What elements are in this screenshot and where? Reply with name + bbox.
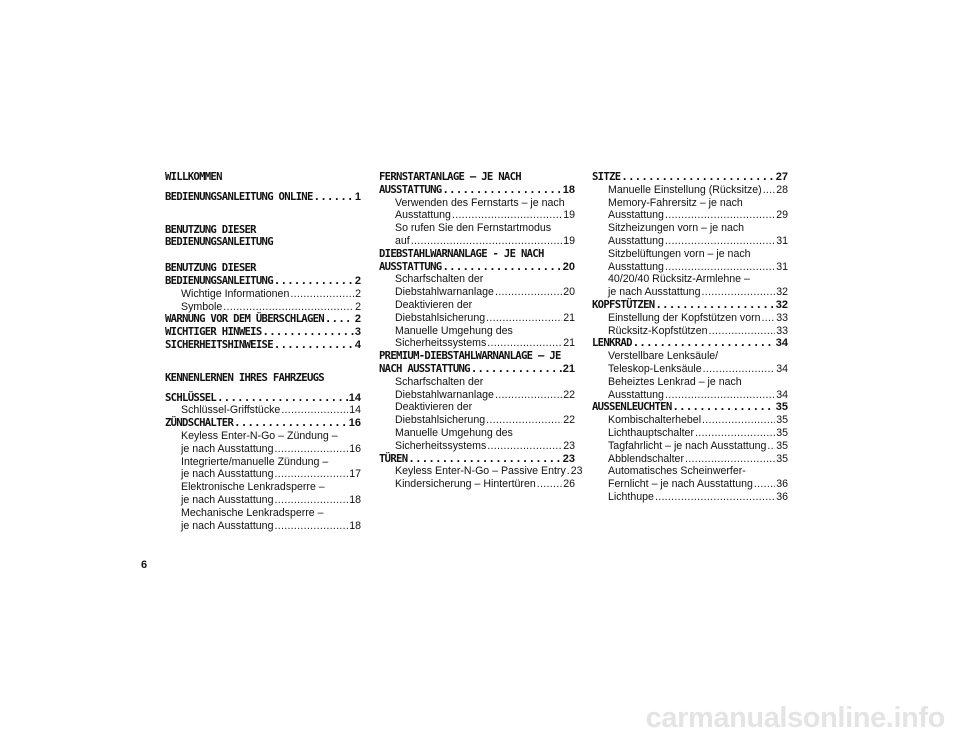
leader-dots bbox=[701, 286, 775, 299]
leader-dots bbox=[274, 443, 348, 456]
toc-entry-page: 35 bbox=[776, 452, 788, 465]
toc-entry-ruecksitz-kopfstuetzen bbox=[592, 325, 788, 338]
toc-entry-wichtige-informationen bbox=[165, 288, 361, 301]
toc-entry-page: 36 bbox=[776, 490, 788, 503]
leader-dots bbox=[487, 337, 562, 350]
toc-entry-title: WICHTIGER HINWEIS bbox=[165, 326, 262, 339]
toc-entry-abblendschalter bbox=[592, 453, 788, 466]
toc-entry-warnung bbox=[165, 313, 361, 326]
toc-entry-title: Ausstattung bbox=[608, 209, 664, 222]
toc-entry-schluessel bbox=[165, 392, 361, 405]
toc-entry-page: 36 bbox=[776, 478, 788, 491]
toc-entry-page: 33 bbox=[776, 324, 788, 337]
toc-entry-page: 32 bbox=[775, 298, 788, 311]
leader-dots bbox=[665, 235, 775, 248]
toc-entry-rufen bbox=[379, 235, 575, 248]
leader-dots bbox=[486, 414, 562, 427]
leader-dots bbox=[234, 417, 348, 430]
toc-entry-mechanische bbox=[165, 520, 361, 533]
toc-entry-title: NACH AUSSTATTUNG bbox=[379, 362, 470, 375]
toc-entry-title: Ausstattung bbox=[608, 388, 664, 401]
toc-entry-deakt-line-1: Deaktivieren der bbox=[395, 298, 473, 311]
toc-entry-kindersicherung bbox=[379, 478, 575, 491]
toc-entry-page: 35 bbox=[776, 414, 788, 427]
toc-column-2 bbox=[379, 171, 583, 491]
toc-entry-memory bbox=[592, 209, 788, 222]
toc-entry-title: Tagfahrlicht – je nach Ausstattung bbox=[608, 439, 767, 452]
toc-heading-willkommen: WILLKOMMEN bbox=[165, 171, 222, 183]
toc-entry-page: 34 bbox=[776, 362, 788, 375]
toc-entry-armlehne bbox=[592, 286, 788, 299]
leader-dots bbox=[408, 453, 561, 466]
toc-entry-title: Lichthupe bbox=[608, 490, 654, 503]
toc-entry-verstellbar-line-1: Verstellbare Lenksäule/ bbox=[608, 350, 719, 363]
toc-entry-page: 14 bbox=[349, 404, 361, 417]
toc-entry-page: 4 bbox=[354, 338, 361, 351]
leader-dots bbox=[274, 468, 348, 481]
toc-entry-sicherheitshinweise bbox=[165, 339, 361, 352]
toc-entry-title: Lichthauptschalter bbox=[608, 426, 694, 439]
toc-entry-page: 2 bbox=[354, 313, 361, 326]
toc-entry-tagfahrlicht bbox=[592, 440, 788, 453]
toc-entry-title: Symbole bbox=[181, 300, 223, 313]
toc-entry-aussenleuchten bbox=[592, 401, 788, 414]
toc-heading-benutzung-1-line-2: BEDIENUNGSANLEITUNG bbox=[165, 236, 273, 249]
toc-entry-page: 20 bbox=[563, 286, 575, 299]
toc-entry-tueren bbox=[379, 453, 575, 466]
toc-entry-title: je nach Ausstattung bbox=[181, 468, 274, 481]
toc-entry-automatisch bbox=[592, 478, 788, 491]
toc-entry-lenkrad bbox=[592, 337, 788, 350]
toc-entry-title: Teleskop-Lenksäule bbox=[608, 362, 702, 375]
toc-entry-page: 35 bbox=[776, 426, 788, 439]
leader-dots bbox=[703, 363, 776, 376]
watermark: carmanualsonline.info bbox=[645, 702, 945, 734]
toc-entry-automatisch-line-1: Automatisches Scheinwerfer- bbox=[608, 465, 746, 478]
toc-entry-elektronische bbox=[165, 494, 361, 507]
toc-entry-title: Kindersicherung – Hintertüren bbox=[395, 478, 536, 491]
toc-entry-integrierte bbox=[165, 468, 361, 481]
toc-entry-page: 27 bbox=[775, 171, 788, 183]
toc-entry-title: Ausstattung bbox=[395, 209, 451, 222]
leader-dots bbox=[442, 184, 561, 197]
toc-entry-verwenden bbox=[379, 209, 575, 222]
leader-dots bbox=[274, 520, 348, 533]
toc-entry-title: Rücksitz-Kopfstützen bbox=[608, 324, 708, 337]
leader-dots bbox=[411, 235, 562, 248]
toc-entry-title: Sicherheitssystems bbox=[395, 337, 487, 350]
toc-entry-title: je nach Ausstattung bbox=[608, 286, 701, 299]
toc-entry-page: 33 bbox=[776, 311, 788, 324]
toc-entry-online bbox=[165, 191, 361, 204]
toc-entry-title: Diebstahlwarnanlage bbox=[395, 388, 494, 401]
toc-entry-wichtiger-hinweis bbox=[165, 326, 361, 339]
leader-dots bbox=[567, 465, 570, 478]
toc-heading-premium-line-1: PREMIUM-DIEBSTAHLWARNANLAGE – JE bbox=[379, 350, 561, 363]
leader-dots bbox=[274, 275, 354, 288]
leader-dots bbox=[217, 392, 348, 405]
page-number: 6 bbox=[141, 559, 148, 571]
toc-entry-title: Diebstahlwarnanlage bbox=[395, 286, 494, 299]
toc-entry-title: AUSSTATTUNG bbox=[379, 183, 442, 196]
toc-entry-page: 17 bbox=[349, 468, 361, 481]
toc-entry-title: Kombischalterhebel bbox=[608, 414, 702, 427]
leader-dots bbox=[495, 389, 562, 402]
toc-entry-title: Diebstahlsicherung bbox=[395, 414, 486, 427]
toc-entry-title: Einstellung der Kopfstützen vorn bbox=[608, 311, 761, 324]
toc-entry-title: SICHERHEITSHINWEISE bbox=[165, 338, 273, 351]
toc-entry-lueftungen bbox=[592, 261, 788, 274]
toc-entry-page: 31 bbox=[776, 234, 788, 247]
toc-entry-verwenden-line-1: Verwenden des Fernstarts – je nach bbox=[395, 196, 565, 209]
toc-entry-manuelle-einstellung bbox=[592, 184, 788, 197]
toc-heading-diebstahl-line-1: DIEBSTAHLWARNANLAGE - JE NACH bbox=[379, 247, 544, 260]
toc-entry-page: 21 bbox=[563, 311, 575, 324]
toc-entry-umgehung bbox=[379, 337, 575, 350]
toc-entry-rufen-line-1: So rufen Sie den Fernstartmodus bbox=[395, 222, 552, 235]
toc-entry-umgehung2-line-1: Manuelle Umgehung des bbox=[395, 426, 513, 439]
toc-heading-benutzung-2: BENUTZUNG DIESER bbox=[165, 262, 256, 275]
toc-entry-title: je nach Ausstattung bbox=[181, 493, 274, 506]
toc-entry-symbole bbox=[165, 301, 361, 314]
toc-entry-lichthauptschalter bbox=[592, 427, 788, 440]
toc-entry-title: je nach Ausstattung bbox=[181, 442, 274, 455]
toc-entry-title: Sicherheitssystems bbox=[395, 439, 487, 452]
toc-entry-page: 18 bbox=[349, 493, 361, 506]
toc-entry-page: 26 bbox=[563, 478, 575, 491]
toc-entry-memory-line-1: Memory-Fahrersitz – je nach bbox=[608, 196, 743, 209]
toc-entry-deakt bbox=[379, 312, 575, 325]
toc-entry-scharf2-line-1: Scharfschalten der bbox=[395, 375, 484, 388]
toc-entry-page: 2 bbox=[355, 300, 361, 313]
toc-entry-page: 22 bbox=[563, 388, 575, 401]
toc-heading-fernstart-line-1: FERNSTARTANLAGE – JE NACH bbox=[379, 171, 521, 183]
toc-entry-title: je nach Ausstattung bbox=[181, 519, 274, 532]
toc-entry-heizungen bbox=[592, 235, 788, 248]
toc-entry-title: BEDIENUNGSANLEITUNG bbox=[165, 274, 273, 287]
toc-entry-page: 3 bbox=[354, 326, 361, 339]
leader-dots bbox=[655, 491, 775, 504]
toc-entry-page: 2 bbox=[355, 287, 361, 300]
toc-entry-zuendschalter bbox=[165, 417, 361, 430]
leader-dots bbox=[767, 440, 775, 453]
toc-entry-deakt2-line-1: Deaktivieren der bbox=[395, 401, 473, 414]
toc-entry-lichthupe bbox=[592, 491, 788, 504]
toc-entry-page: 16 bbox=[349, 442, 361, 455]
toc-entry-sitze bbox=[592, 171, 788, 184]
leader-dots bbox=[633, 337, 775, 350]
toc-entry-page: 34 bbox=[775, 337, 788, 350]
toc-column-3 bbox=[592, 171, 788, 504]
toc-entry-verstellbar bbox=[592, 363, 788, 376]
toc-entry-title: SITZE bbox=[592, 171, 621, 183]
toc-entry-mechanische-line-1: Mechanische Lenkradsperre – bbox=[181, 506, 324, 519]
toc-entry-title: Ausstattung bbox=[608, 234, 664, 247]
toc-entry-benutzung-2 bbox=[165, 275, 361, 288]
leader-dots bbox=[665, 389, 775, 402]
toc-entry-title: TÜREN bbox=[379, 452, 408, 465]
toc-entry-diebstahl bbox=[379, 261, 575, 274]
toc-entry-page: 35 bbox=[776, 439, 788, 452]
leader-dots bbox=[702, 414, 775, 427]
toc-entry-scharf2 bbox=[379, 389, 575, 402]
toc-entry-page: 32 bbox=[776, 286, 788, 299]
toc-heading-kennenlernen: KENNENLERNEN IHRES FAHRZEUGS bbox=[165, 371, 324, 384]
leader-dots bbox=[685, 453, 775, 466]
toc-entry-einstellung-kopfstuetzen bbox=[592, 312, 788, 325]
toc-entry-page: 23 bbox=[570, 465, 583, 478]
toc-entry-page: 14 bbox=[348, 391, 361, 404]
toc-entry-umgehung-line-1: Manuelle Umgehung des bbox=[395, 324, 513, 337]
toc-entry-title: Manuelle Einstellung (Rücksitze) bbox=[608, 183, 762, 196]
toc-entry-page: 21 bbox=[562, 362, 575, 375]
toc-entry-scharf-line-1: Scharfschalten der bbox=[395, 273, 484, 286]
toc-entry-title: Wichtige Informationen bbox=[181, 287, 290, 300]
leader-dots bbox=[621, 171, 774, 184]
toc-entry-beheizt-line-1: Beheiztes Lenkrad – je nach bbox=[608, 375, 742, 388]
toc-entry-kopfstuetzen bbox=[592, 299, 788, 312]
leader-dots bbox=[486, 312, 562, 325]
leader-dots bbox=[223, 301, 354, 314]
toc-entry-lueftungen-line-1: Sitzbelüftungen vorn – je nach bbox=[608, 247, 751, 260]
toc-entry-title: BEDIENUNGSANLEITUNG ONLINE bbox=[165, 190, 313, 203]
leader-dots bbox=[709, 325, 776, 338]
toc-entry-page: 31 bbox=[776, 260, 788, 273]
leader-dots bbox=[274, 494, 348, 507]
toc-entry-keyless-line-1: Keyless Enter-N-Go – Zündung – bbox=[181, 429, 338, 442]
leader-dots bbox=[314, 191, 354, 204]
toc-entry-page: 21 bbox=[563, 337, 575, 350]
toc-entry-title: AUSSTATTUNG bbox=[379, 260, 442, 273]
leader-dots bbox=[325, 313, 354, 326]
toc-entry-passive-entry bbox=[379, 465, 583, 478]
toc-entry-title: Keyless Enter-N-Go – Passive Entry bbox=[395, 465, 566, 478]
toc-entry-page: 19 bbox=[563, 209, 575, 222]
toc-entry-title: WARNUNG VOR DEM ÜBERSCHLAGEN bbox=[165, 313, 324, 326]
toc-heading-benutzung-1: BENUTZUNG DIESER bbox=[165, 223, 256, 236]
toc-entry-kombischalterhebel bbox=[592, 414, 788, 427]
toc-entry-umgehung2 bbox=[379, 440, 575, 453]
leader-dots bbox=[763, 184, 776, 197]
toc-entry-title: KOPFSTÜTZEN bbox=[592, 298, 655, 311]
toc-entry-deakt2 bbox=[379, 414, 575, 427]
leader-dots bbox=[665, 209, 775, 222]
leader-dots bbox=[762, 312, 776, 325]
toc-entry-title: Fernlicht – je nach Ausstattung bbox=[608, 478, 753, 491]
toc-entry-page: 22 bbox=[563, 414, 575, 427]
toc-entry-title: Abblendschalter bbox=[608, 452, 684, 465]
toc-entry-title: SCHLÜSSEL bbox=[165, 391, 217, 404]
toc-entry-page: 19 bbox=[563, 234, 575, 247]
leader-dots bbox=[442, 261, 561, 274]
toc-entry-page: 35 bbox=[775, 401, 788, 414]
toc-column-1 bbox=[165, 171, 361, 532]
toc-entry-title: Ausstattung bbox=[608, 260, 664, 273]
leader-dots bbox=[495, 286, 562, 299]
toc-entry-griffstuecke bbox=[165, 404, 361, 417]
toc-entry-page: 1 bbox=[354, 190, 361, 203]
leader-dots bbox=[537, 478, 562, 491]
leader-dots bbox=[471, 363, 562, 376]
toc-entry-page: 23 bbox=[563, 439, 575, 452]
toc-entry-title: LENKRAD bbox=[592, 337, 632, 350]
toc-entry-premium bbox=[379, 363, 575, 376]
leader-dots bbox=[274, 339, 354, 352]
leader-dots bbox=[665, 261, 775, 274]
toc-entry-page: 34 bbox=[776, 388, 788, 401]
leader-dots bbox=[695, 427, 775, 440]
toc-entry-page: 23 bbox=[562, 452, 575, 465]
toc-entry-page: 29 bbox=[776, 209, 788, 222]
toc-entry-page: 18 bbox=[349, 519, 361, 532]
toc-entry-page: 16 bbox=[348, 417, 361, 430]
leader-dots bbox=[655, 299, 774, 312]
leader-dots bbox=[673, 401, 775, 414]
toc-entry-armlehne-line-1: 40/20/40 Rücksitz-Armlehne – bbox=[608, 273, 750, 286]
leader-dots bbox=[452, 209, 562, 222]
leader-dots bbox=[754, 478, 775, 491]
leader-dots bbox=[487, 440, 562, 453]
toc-entry-page: 20 bbox=[562, 260, 575, 273]
toc-entry-page: 18 bbox=[562, 183, 575, 196]
toc-entry-scharf bbox=[379, 286, 575, 299]
toc-entry-integrierte-line-1: Integrierte/manuelle Zündung – bbox=[181, 455, 329, 468]
leader-dots bbox=[281, 404, 348, 417]
toc-entry-heizungen-line-1: Sitzheizungen vorn – je nach bbox=[608, 222, 745, 235]
toc-entry-title: auf bbox=[395, 234, 410, 247]
toc-entry-title: Schlüssel-Griffstücke bbox=[181, 404, 281, 417]
toc-entry-title: ZÜNDSCHALTER bbox=[165, 417, 234, 430]
toc-entry-title: Diebstahlsicherung bbox=[395, 311, 486, 324]
toc-entry-fernstart bbox=[379, 184, 575, 197]
toc-entry-elektronische-line-1: Elektronische Lenkradsperre – bbox=[181, 481, 325, 494]
toc-entry-title: AUSSENLEUCHTEN bbox=[592, 401, 672, 414]
toc-entry-page: 28 bbox=[776, 183, 788, 196]
toc-entry-beheizt bbox=[592, 389, 788, 402]
leader-dots bbox=[263, 326, 354, 339]
toc-entry-keyless bbox=[165, 443, 361, 456]
leader-dots bbox=[290, 288, 354, 301]
toc-entry-page: 2 bbox=[354, 274, 361, 287]
